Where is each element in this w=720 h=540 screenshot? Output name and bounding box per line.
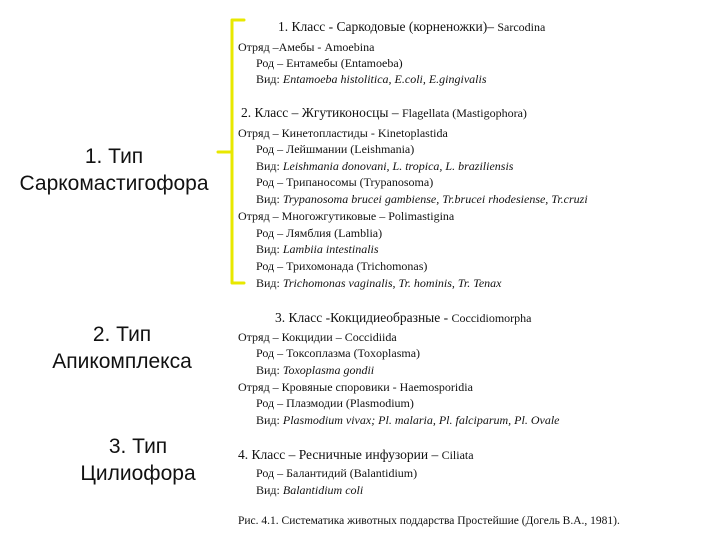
- species-line: [256, 363, 374, 377]
- entry-label: Вид:: [256, 159, 280, 173]
- species-names: Leishmania donovani, L. tropica, L. braziliensis: [282, 159, 514, 173]
- species-names: Balantidium coli: [282, 483, 364, 497]
- order-line: [238, 126, 448, 140]
- entry-label: Род – Лямблия (Lamblia): [256, 226, 383, 240]
- entry-label: Вид:: [256, 276, 280, 290]
- species-names: Toxoplasma gondii: [282, 363, 375, 377]
- genus-line: [256, 396, 414, 410]
- phylum-number: 2. Тип: [92, 323, 152, 346]
- phylum-name: Апикомплекса: [52, 350, 192, 373]
- species-names: Lambiia intestinalis: [282, 242, 379, 256]
- class-lat: Flagellata (Mastigophora): [401, 106, 527, 120]
- figure-caption: Рис. 4.1. Систематика животных поддарства Простейшие (Догель В.А., 1981).: [238, 515, 620, 527]
- genus-line: [256, 466, 417, 480]
- class-ciliata: [238, 448, 474, 462]
- entry-label: Отряд – Кинетопластиды - Kinetoplastida: [238, 126, 448, 140]
- brace-outline: [232, 20, 244, 283]
- phylum-name: Саркомастигофора: [19, 172, 209, 195]
- entry-label: Род – Трихомонада (Trichomonas): [256, 259, 428, 273]
- phylum-number: 1. Тип: [84, 145, 144, 168]
- genus-line: [256, 346, 420, 360]
- phylum-apicomplexa: [10, 321, 234, 375]
- phylum-sarcomastigophora: [2, 143, 226, 197]
- class-sarcodina: [278, 20, 545, 34]
- species-line: [256, 242, 379, 256]
- species-line: [256, 276, 501, 290]
- species-line: [256, 413, 560, 427]
- class-ru: 2. Класс – Жгутиконосцы –: [241, 105, 399, 120]
- phylum-name: Цилиофора: [80, 462, 196, 485]
- order-line: [238, 209, 454, 223]
- genus-line: [256, 259, 427, 273]
- species-line: [256, 192, 588, 206]
- entry-label: Вид:: [256, 413, 280, 427]
- species-line: [256, 483, 363, 497]
- class-ru: 3. Класс -Кокцидиеобразные -: [275, 310, 449, 325]
- species-names: Plasmodium vivax; Pl. malaria, Pl. falciparum, Pl. Ovale: [282, 413, 560, 427]
- entry-label: Род – Ентамебы (Entamoeba): [256, 56, 403, 70]
- phylum-ciliophora: [26, 433, 250, 487]
- phylum-number: 3. Тип: [108, 435, 168, 458]
- species-names: Trypanosoma brucei gambiense, Tr.brucei rhodesiense, Tr.cruzi: [282, 192, 588, 206]
- species-names: Trichomonas vaginalis, Tr. hominis, Tr. Tenax: [282, 276, 502, 290]
- class-lat: Coccidiomorpha: [451, 311, 532, 325]
- order-line: [238, 380, 473, 394]
- entry-label: Вид:: [256, 192, 280, 206]
- entry-label: Вид:: [256, 72, 280, 86]
- entry-label: Отряд –Амебы - Amoebina: [238, 40, 375, 54]
- entry-label: Род – Трипаносомы (Trypanosoma): [256, 175, 434, 189]
- class-flagellata: [241, 106, 527, 120]
- entry-label: Род – Лейшмании (Leishmania): [256, 142, 415, 156]
- genus-line: [256, 175, 433, 189]
- class-lat: Ciliata: [441, 448, 474, 462]
- entry-label: Род – Токсоплазма (Toxoplasma): [256, 346, 421, 360]
- entry-label: Вид:: [256, 242, 280, 256]
- entry-label: Вид:: [256, 363, 280, 377]
- class-ru: 4. Класс – Ресничные инфузории –: [238, 447, 439, 462]
- genus-line: [256, 56, 403, 70]
- entry-label: Вид:: [256, 483, 280, 497]
- order-line: [238, 330, 397, 344]
- species-line: [256, 72, 487, 86]
- entry-label: Отряд – Кокцидии – Coccidiida: [238, 330, 397, 344]
- class-ru: 1. Класс - Саркодовые (корненожки)–: [278, 19, 494, 34]
- class-coccidiomorpha: [275, 311, 531, 325]
- species-line: [256, 159, 513, 173]
- entry-label: Отряд – Многожгутиковые – Polimastigina: [238, 209, 455, 223]
- class-lat: Sarcodina: [497, 20, 546, 34]
- order-line: [238, 40, 374, 54]
- entry-label: Отряд – Кровяные споровики - Haemosporidia: [238, 380, 473, 394]
- species-names: Entamoeba histolitica, E.coli, E.gingivalis: [282, 72, 487, 86]
- entry-label: Род – Балантидий (Balantidium): [256, 466, 418, 480]
- genus-line: [256, 226, 382, 240]
- entry-label: Род – Плазмодии (Plasmodium): [256, 396, 414, 410]
- genus-line: [256, 142, 414, 156]
